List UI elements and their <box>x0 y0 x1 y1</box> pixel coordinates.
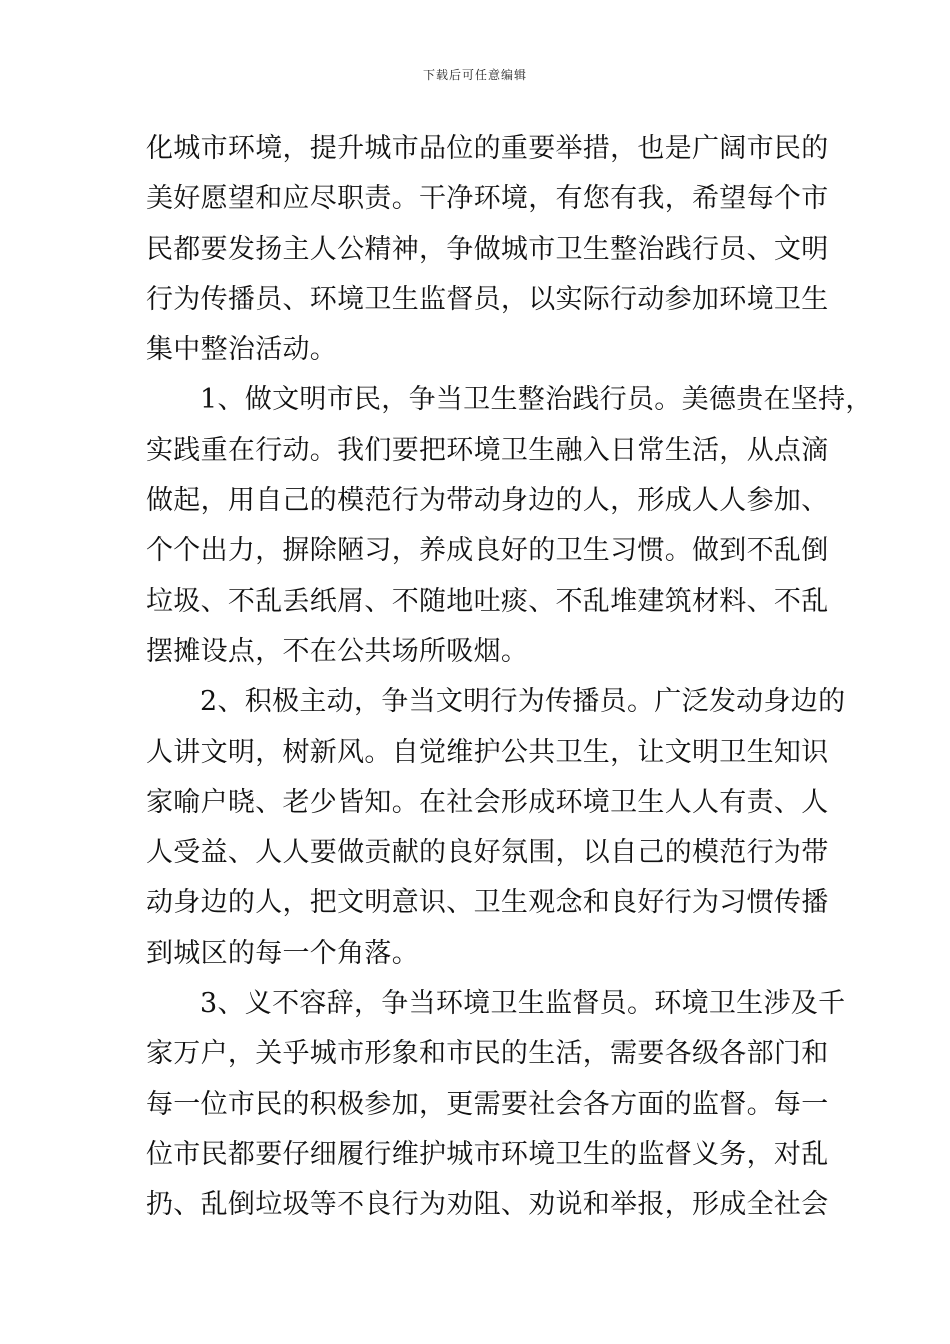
text-line: 实践重在行动。我们要把环境卫生融入日常生活，从点滴 <box>146 434 829 466</box>
text-line: 做起，用自己的模范行为带动身边的人，形成人人参加、 <box>146 485 829 517</box>
text-line: 人讲文明，树新风。自觉维护公共卫生，让文明卫生知识 <box>146 736 829 768</box>
paragraph-1-start: 1、做文明市民，争当卫生整治践行员。美德贵在坚持， <box>200 384 873 416</box>
text-line: 垃圾、不乱丢纸屑、不随地吐痰、不乱堆建筑材料、不乱 <box>146 585 829 617</box>
paragraph-3-start: 3、义不容辞，争当环境卫生监督员。环境卫生涉及千 <box>200 988 846 1020</box>
text-line: 化城市环境，提升城市品位的重要举措，也是广阔市民的 <box>146 133 829 164</box>
text-line: 到城区的每一个角落。 <box>146 937 419 969</box>
text-line: 人受益、人人要做贡献的良好氛围，以自己的模范行为带 <box>146 837 829 869</box>
text-line: 民都要发扬主人公精神，争做城市卫生整治践行员、文明 <box>146 233 829 265</box>
text-line: 位市民都要仔细履行维护城市环境卫生的监督义务，对乱 <box>146 1138 829 1170</box>
document-body <box>146 124 873 1231</box>
text-line: 每一位市民的积极参加，更需要社会各方面的监督。每一 <box>146 1088 829 1120</box>
text-line: 摆摊设点，不在公共场所吸烟。 <box>146 635 529 667</box>
text-line: 集中整治活动。 <box>146 334 338 366</box>
text-line: 动身边的人，把文明意识、卫生观念和良好行为习惯传播 <box>146 887 829 919</box>
text-line: 个个出力，摒除陋习，养成良好的卫生习惯。做到不乱倒 <box>146 535 829 567</box>
text-line: 美好愿望和应尽职责。干净环境，有您有我，希望每个市 <box>146 183 829 215</box>
paragraph-2-start: 2、积极主动，争当文明行为传播员。广泛发动身边的 <box>200 686 846 718</box>
text-line: 行为传播员、环境卫生监督员，以实际行动参加环境卫生 <box>146 283 829 315</box>
text-line: 家万户，关乎城市形象和市民的生活，需要各级各部门和 <box>146 1038 829 1070</box>
page-header: 下载后可任意编辑 <box>422 68 527 82</box>
text-line: 家喻户晓、老少皆知。在社会形成环境卫生人人有责、人 <box>146 786 829 818</box>
text-line: 扔、乱倒垃圾等不良行为劝阻、劝说和举报，形成全社会 <box>146 1189 829 1221</box>
